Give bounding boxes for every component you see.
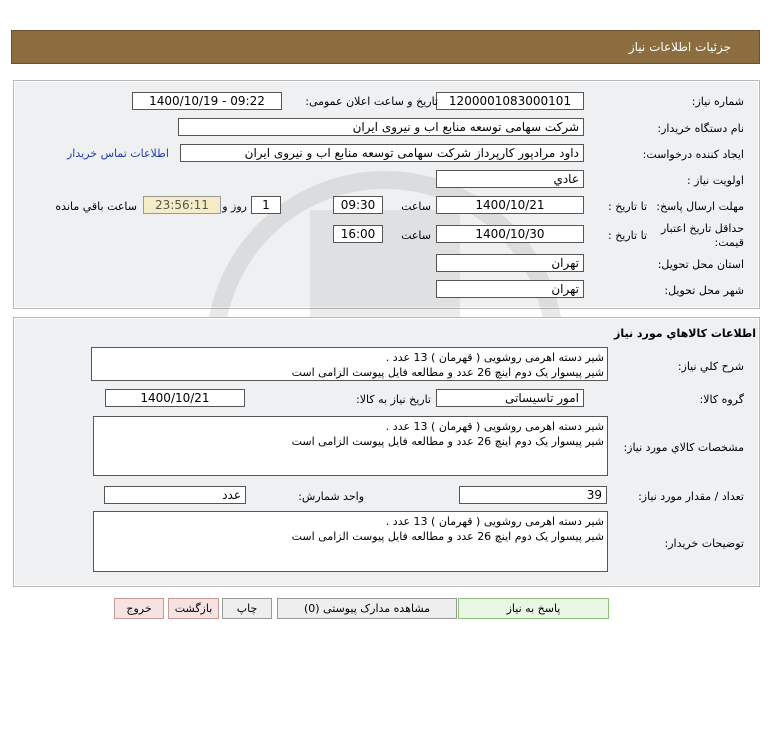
creator-field: داود مرادپور کارپرداز شرکت سهامی توسعه منابع اب و نیروی ایران <box>180 144 584 162</box>
priority-label: اولویت نیاز : <box>686 174 744 187</box>
exit-button[interactable]: خروج <box>114 598 164 619</box>
announce-datetime-label: تاریخ و ساعت اعلان عمومی: <box>305 95 438 108</box>
respond-button[interactable]: پاسخ به نیاز <box>458 598 609 619</box>
unit-field: عدد <box>104 486 246 504</box>
validity-label-line1: حداقل تاریخ اعتبار <box>660 222 744 235</box>
remaining-time-field: 23:56:11 <box>143 196 221 214</box>
validity-time-label: ساعت <box>401 229 431 242</box>
buyer-notes-label: توضیحات خریدار: <box>664 537 744 550</box>
buyer-notes-field: شیر دسته اهرمی روشویی ( قهرمان ) 13 عدد . شیر پیسوار یک دوم اینچ 26 عدد و مطالعه فایل پیوست الزامی است <box>93 511 608 572</box>
summary-field: شیر دسته اهرمی روشویی ( قهرمان ) 13 عدد . شیر پیسوار یک دوم اینچ 26 عدد و مطالعه فایل پیوست الزامی است <box>91 347 608 381</box>
validity-date-field: 1400/10/30 <box>436 225 584 243</box>
deadline-date-field: 1400/10/21 <box>436 196 584 214</box>
remaining-time-label: ساعت باقي مانده <box>55 200 137 213</box>
need-number-field: 1200001083000101 <box>436 92 584 110</box>
goods-group-field: امور تاسیساتی <box>436 389 584 407</box>
need-date-label: تاریخ نیاز به کالا: <box>356 393 431 406</box>
validity-label-line2: قیمت: <box>714 236 744 249</box>
page-header <box>11 30 760 64</box>
page-title: جزئیات اطلاعات نیاز <box>628 40 731 54</box>
validity-time-field: 16:00 <box>333 225 383 243</box>
days-label: روز و <box>222 200 247 213</box>
need-number-label: شماره نیاز: <box>691 95 744 108</box>
creator-label: ایجاد کننده درخواست: <box>642 148 744 161</box>
days-remaining-field: 1 <box>251 196 281 214</box>
deadline-until-label: تا تاریخ : <box>608 200 647 213</box>
unit-label: واحد شمارش: <box>298 490 364 503</box>
specs-label: مشخصات کالاي مورد نياز: <box>623 441 744 454</box>
quantity-label: تعداد / مقدار مورد نیاز: <box>638 490 744 503</box>
deadline-time-field: 09:30 <box>333 196 383 214</box>
specs-field: شیر دسته اهرمی روشویی ( قهرمان ) 13 عدد . شیر پیسوار یک دوم اینچ 26 عدد و مطالعه فایل پیوست الزامی است <box>93 416 608 476</box>
province-label: استان محل تحویل: <box>657 258 744 271</box>
deadline-time-label: ساعت <box>401 200 431 213</box>
buyer-contact-link[interactable]: اطلاعات تماس خریدار <box>67 147 169 160</box>
province-field: تهران <box>436 254 584 272</box>
buyer-org-field: شرکت سهامی توسعه منابع اب و نیروی ایران <box>178 118 584 136</box>
quantity-field: 39 <box>459 486 607 504</box>
priority-field: عادي <box>436 170 584 188</box>
back-button[interactable]: بازگشت <box>168 598 219 619</box>
goods-group-label: گروه کالا: <box>699 393 744 406</box>
validity-until-label: تا تاریخ : <box>608 229 647 242</box>
goods-section-title: اطلاعات کالاهاي مورد نياز <box>614 327 756 340</box>
summary-label: شرح کلي نياز: <box>677 360 744 373</box>
details-panel <box>13 80 760 309</box>
announce-datetime-field: 1400/10/19 - 09:22 <box>132 92 282 110</box>
details-panel-background <box>15 82 758 307</box>
city-field: تهران <box>436 280 584 298</box>
print-button[interactable]: چاپ <box>222 598 272 619</box>
need-date-field: 1400/10/21 <box>105 389 245 407</box>
deadline-label: مهلت ارسال پاسخ: <box>656 200 744 213</box>
buyer-org-label: نام دستگاه خریدار: <box>657 122 744 135</box>
view-attachments-button[interactable]: مشاهده مدارک پیوستی (0) <box>277 598 457 619</box>
city-label: شهر محل تحویل: <box>664 284 744 297</box>
